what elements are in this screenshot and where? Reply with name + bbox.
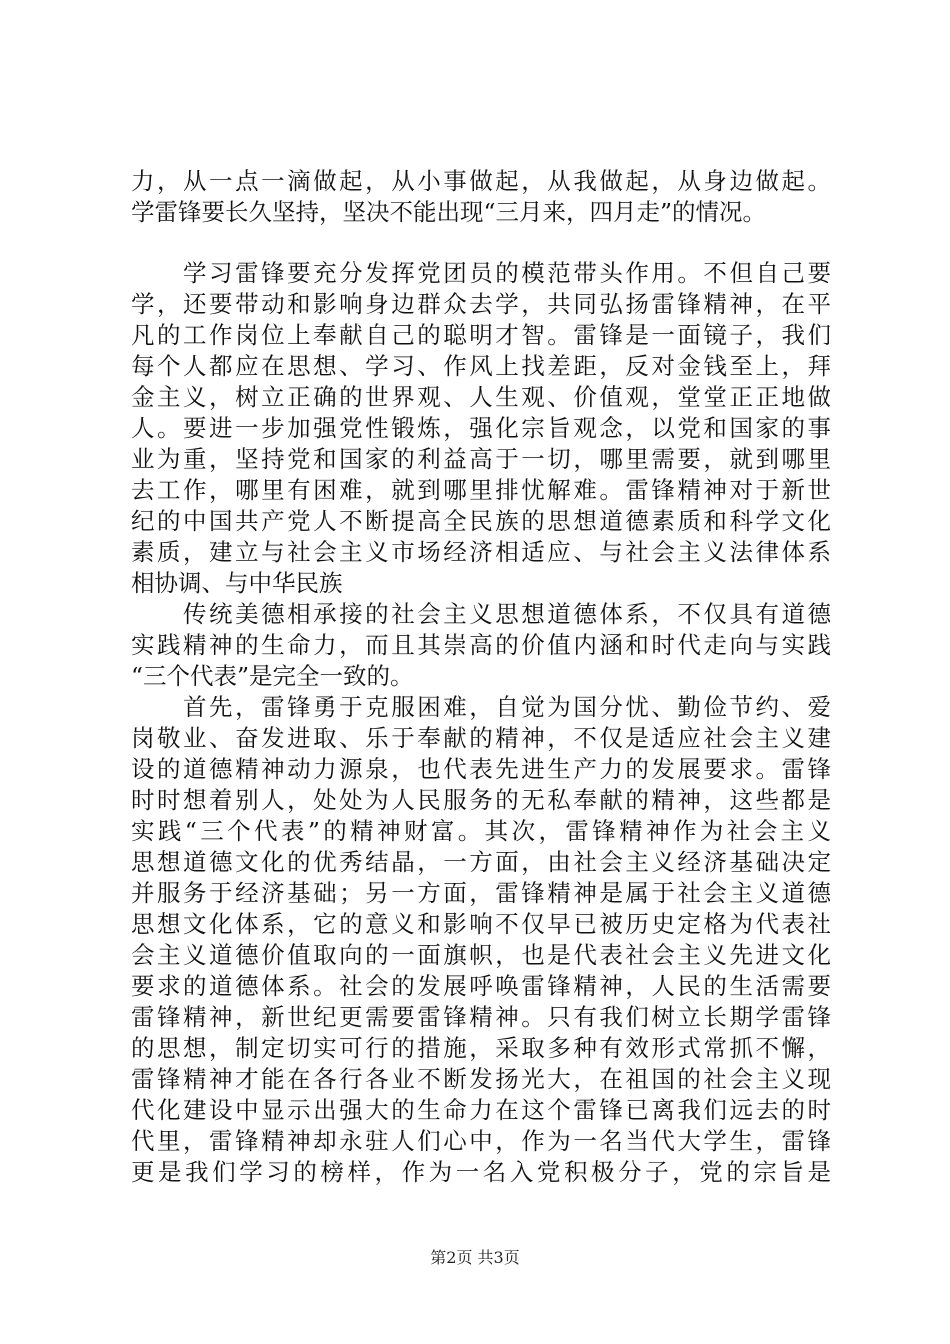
text-line: 纪的中国共产党人不断提高全民族的思想道德素质和科学文化	[131, 507, 831, 535]
document-body	[131, 166, 831, 1188]
text-line: 相协调、与中华民族	[131, 569, 343, 597]
text-line: 实践精神的生命力，而且其崇高的价值内涵和时代走向与实践	[131, 631, 831, 659]
text-line: 时时想着别人，处处为人民服务的无私奉献的精神，这些都是	[131, 786, 831, 814]
text-line: 学习雷锋要充分发挥党团员的模范带头作用。不但自己要	[131, 259, 831, 287]
text-line: 学，还要带动和影响身边群众去学，共同弘扬雷锋精神，在平	[131, 290, 831, 318]
paragraph	[131, 258, 831, 599]
text-line: 要求的道德体系。社会的发展呼唤雷锋精神，人民的生活需要	[131, 972, 831, 1000]
text-line: 人。要进一步加强党性锻炼，强化宗旨观念，以党和国家的事	[131, 414, 831, 442]
paragraph	[131, 599, 831, 692]
text-line: 思想道德文化的优秀结晶，一方面，由社会主义经济基础决定	[131, 848, 831, 876]
text-line: 凡的工作岗位上奉献自己的聪明才智。雷锋是一面镜子，我们	[131, 321, 831, 349]
text-line: 力，从一点一滴做起，从小事做起，从我做起，从身边做起。	[131, 167, 831, 195]
text-line: 首先，雷锋勇于克服困难，自觉为国分忧、勤俭节约、爱	[131, 693, 831, 721]
text-line: 更是我们学习的榜样，作为一名入党积极分子，党的宗旨是	[131, 1158, 831, 1186]
text-line: 思想文化体系，它的意义和影响不仅早已被历史定格为代表社	[131, 910, 831, 938]
paragraph	[131, 692, 831, 1188]
text-line: 学雷锋要长久坚持，坚决不能出现“三月来，四月走”的情况。	[131, 198, 767, 226]
text-line: 代化建设中显示出强大的生命力在这个雷锋已离我们远去的时	[131, 1096, 831, 1124]
text-line: 实践“三个代表”的精神财富。其次，雷锋精神作为社会主义	[131, 817, 831, 845]
text-line: 岗敬业、奋发进取、乐于奉献的精神，不仅是适应社会主义建	[131, 724, 831, 752]
text-line: 代里，雷锋精神却永驻人们心中，作为一名当代大学生，雷锋	[131, 1127, 831, 1155]
text-line: 金主义，树立正确的世界观、人生观、价值观，堂堂正正地做	[131, 383, 831, 411]
paragraph	[131, 166, 831, 228]
text-line: 会主义道德价值取向的一面旗帜，也是代表社会主义先进文化	[131, 941, 831, 969]
text-line: 雷锋精神，新世纪更需要雷锋精神。只有我们树立长期学雷锋	[131, 1003, 831, 1031]
text-line: 业为重，坚持党和国家的利益高于一切，哪里需要，就到哪里	[131, 445, 831, 473]
text-line: 每个人都应在思想、学习、作风上找差距，反对金钱至上，拜	[131, 352, 831, 380]
text-line: 设的道德精神动力源泉，也代表先进生产力的发展要求。雷锋	[131, 755, 831, 783]
paragraph-gap	[131, 228, 831, 258]
text-line: 并服务于经济基础；另一方面，雷锋精神是属于社会主义道德	[131, 879, 831, 907]
text-line: “三个代表”是完全一致的。	[131, 662, 414, 690]
text-line: 去工作，哪里有困难，就到哪里排忧解难。雷锋精神对于新世	[131, 476, 831, 504]
text-line: 传统美德相承接的社会主义思想道德体系，不仅具有道德	[131, 600, 831, 628]
text-line: 雷锋精神才能在各行各业不断发扬光大，在祖国的社会主义现	[131, 1065, 831, 1093]
text-line: 的思想，制定切实可行的措施，采取多种有效形式常抓不懈，	[131, 1034, 831, 1062]
text-line: 素质，建立与社会主义市场经济相适应、与社会主义法律体系	[131, 538, 831, 566]
page-number-footer: 第2页 共3页	[430, 1248, 520, 1267]
